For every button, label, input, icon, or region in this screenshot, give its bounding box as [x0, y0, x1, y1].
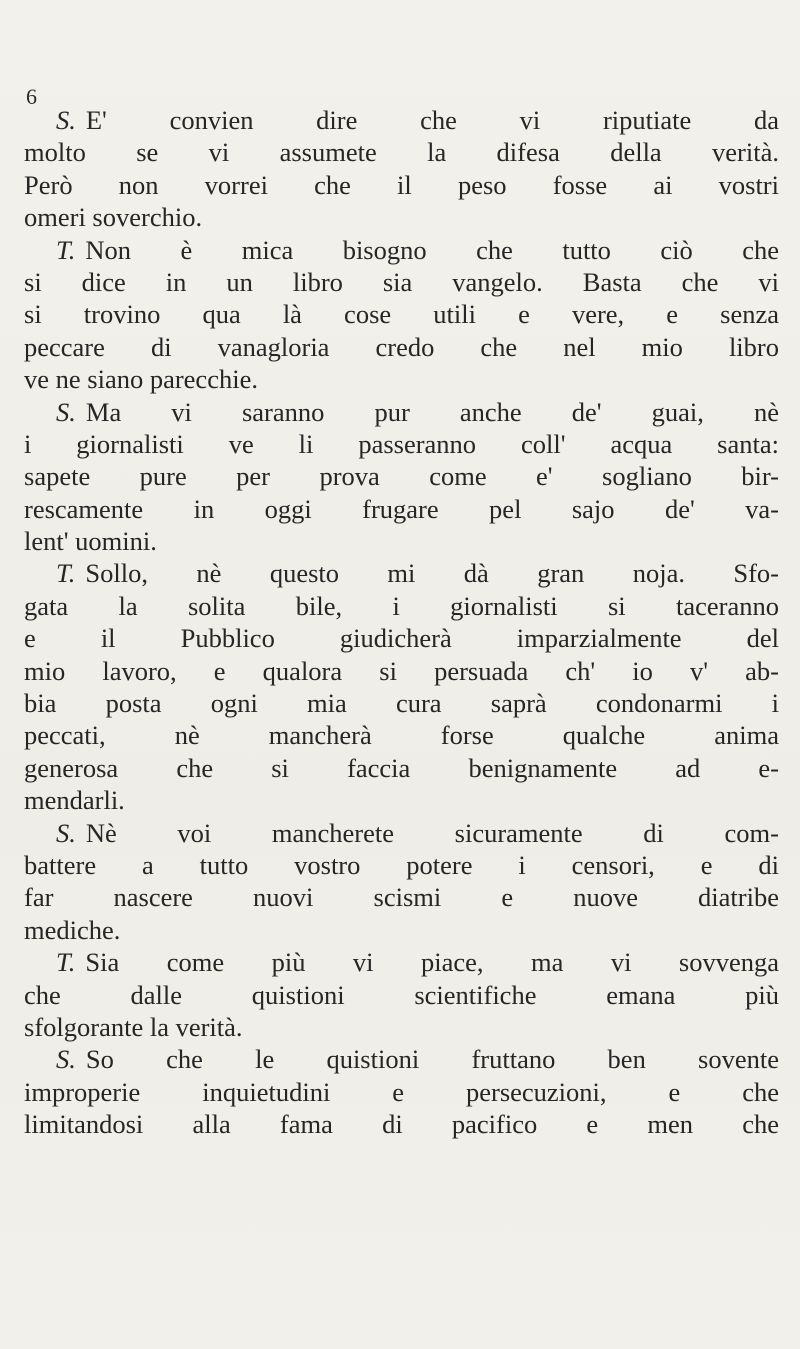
line-text: far nascere nuovi scismi e nuove diatribe: [24, 882, 779, 913]
text-line: [24, 590, 779, 622]
text-line: [24, 298, 779, 330]
text-line: [24, 881, 779, 913]
line-text: mio lavoro, e qualora si persuada ch' io v' ab-: [24, 655, 779, 686]
line-text: rescamente in oggi frugare pel sajo de' va-: [24, 493, 779, 524]
text-line: [24, 622, 779, 654]
dialogue-paragraph: [24, 1043, 779, 1140]
text-line: [24, 784, 779, 816]
text-line: [24, 104, 779, 136]
speaker-label: S.: [56, 105, 76, 135]
line-text: generosa che si faccia benignamente ad e-: [24, 752, 779, 783]
dialogue-paragraph: [24, 557, 779, 816]
line-text: Però non vorrei che il peso fosse ai vostri: [24, 169, 779, 200]
line-text: mediche.: [24, 914, 121, 945]
text-line: [24, 1076, 779, 1108]
text-line: [24, 752, 779, 784]
line-text: Nè voi mancherete sicuramente di com-: [85, 817, 779, 848]
line-text: sapete pure per prova come e' sogliano bir-: [24, 461, 779, 492]
dialogue-paragraph: [24, 946, 779, 1043]
dialogue-paragraph: [24, 396, 779, 558]
text-line: [24, 655, 779, 687]
line-text: gata la solita bile, i giornalisti si taceranno: [24, 590, 779, 621]
text-line: [24, 1108, 779, 1140]
line-text: che dalle quistioni scientifiche emana più: [24, 979, 779, 1010]
line-text: Sia come più vi piace, ma vi sovvenga: [85, 947, 779, 978]
line-text: improperie inquietudini e persecuzioni, e che: [24, 1076, 779, 1107]
line-text: i giornalisti ve li passeranno coll' acqua santa:: [24, 428, 779, 459]
line-text: omeri soverchio.: [24, 202, 203, 233]
text-line: [24, 979, 779, 1011]
dialogue-paragraph: [24, 817, 779, 947]
line-text: si dice in un libro sia vangelo. Basta che vi: [24, 266, 779, 297]
speaker-label: T.: [56, 234, 76, 265]
text-line: [24, 687, 779, 719]
line-text: Sollo, nè questo mi dà gran noja. Sfo-: [85, 558, 779, 589]
line-text: lent' uomini.: [24, 526, 157, 557]
text-line: [24, 266, 779, 298]
line-text: So che le quistioni fruttano ben sovente: [85, 1044, 779, 1075]
line-text: mendarli.: [24, 785, 125, 816]
line-text: Non è mica bisogno che tutto ciò che: [85, 234, 779, 265]
text-line: [24, 493, 779, 525]
text-line: [24, 428, 779, 460]
line-text: ve ne siano parecchie.: [24, 364, 258, 395]
text-line: [24, 331, 779, 363]
dialogue-paragraph: [24, 234, 779, 396]
line-text: battere a tutto vostro potere i censori, e di: [24, 849, 779, 880]
text-line: [24, 849, 779, 881]
text-line: [24, 1011, 779, 1043]
line-text: limitandosi alla fama di pacifico e men che: [24, 1109, 779, 1140]
line-text: sfolgorante la verità.: [24, 1011, 243, 1042]
line-text: E' convien dire che vi riputiate da: [85, 105, 779, 135]
text-line: [24, 460, 779, 492]
text-line: [24, 396, 779, 428]
line-text: si trovino qua là cose utili e vere, e senza: [24, 299, 779, 330]
text-line: [24, 169, 779, 201]
text-line: [24, 234, 779, 266]
text-line: [24, 914, 779, 946]
line-text: molto se vi assumete la difesa della verità.: [24, 137, 779, 168]
speaker-label: T.: [56, 947, 76, 978]
page-number: 6: [26, 84, 37, 109]
line-text: Ma vi saranno pur anche de' guai, nè: [85, 396, 779, 427]
dialogue-paragraph: [24, 104, 779, 234]
text-line: [24, 363, 779, 395]
text-line: [24, 719, 779, 751]
line-text: peccati, nè mancherà forse qualche anima: [24, 720, 779, 751]
line-text: peccare di vanagloria credo che nel mio libro: [24, 331, 779, 362]
speaker-label: T.: [56, 558, 76, 589]
text-line: [24, 136, 779, 168]
text-line: [24, 557, 779, 589]
text-line: [24, 946, 779, 978]
line-text: e il Pubblico giudicherà imparzialmente del: [24, 623, 779, 654]
speaker-label: S.: [56, 396, 76, 427]
speaker-label: S.: [56, 817, 76, 848]
text-line: [24, 525, 779, 557]
dialogue-text: [24, 104, 779, 1141]
text-line: [24, 1043, 779, 1075]
text-line: [24, 201, 779, 233]
speaker-label: S.: [56, 1044, 76, 1075]
line-text: bia posta ogni mia cura saprà condonarmi i: [24, 688, 779, 719]
text-line: [24, 817, 779, 849]
